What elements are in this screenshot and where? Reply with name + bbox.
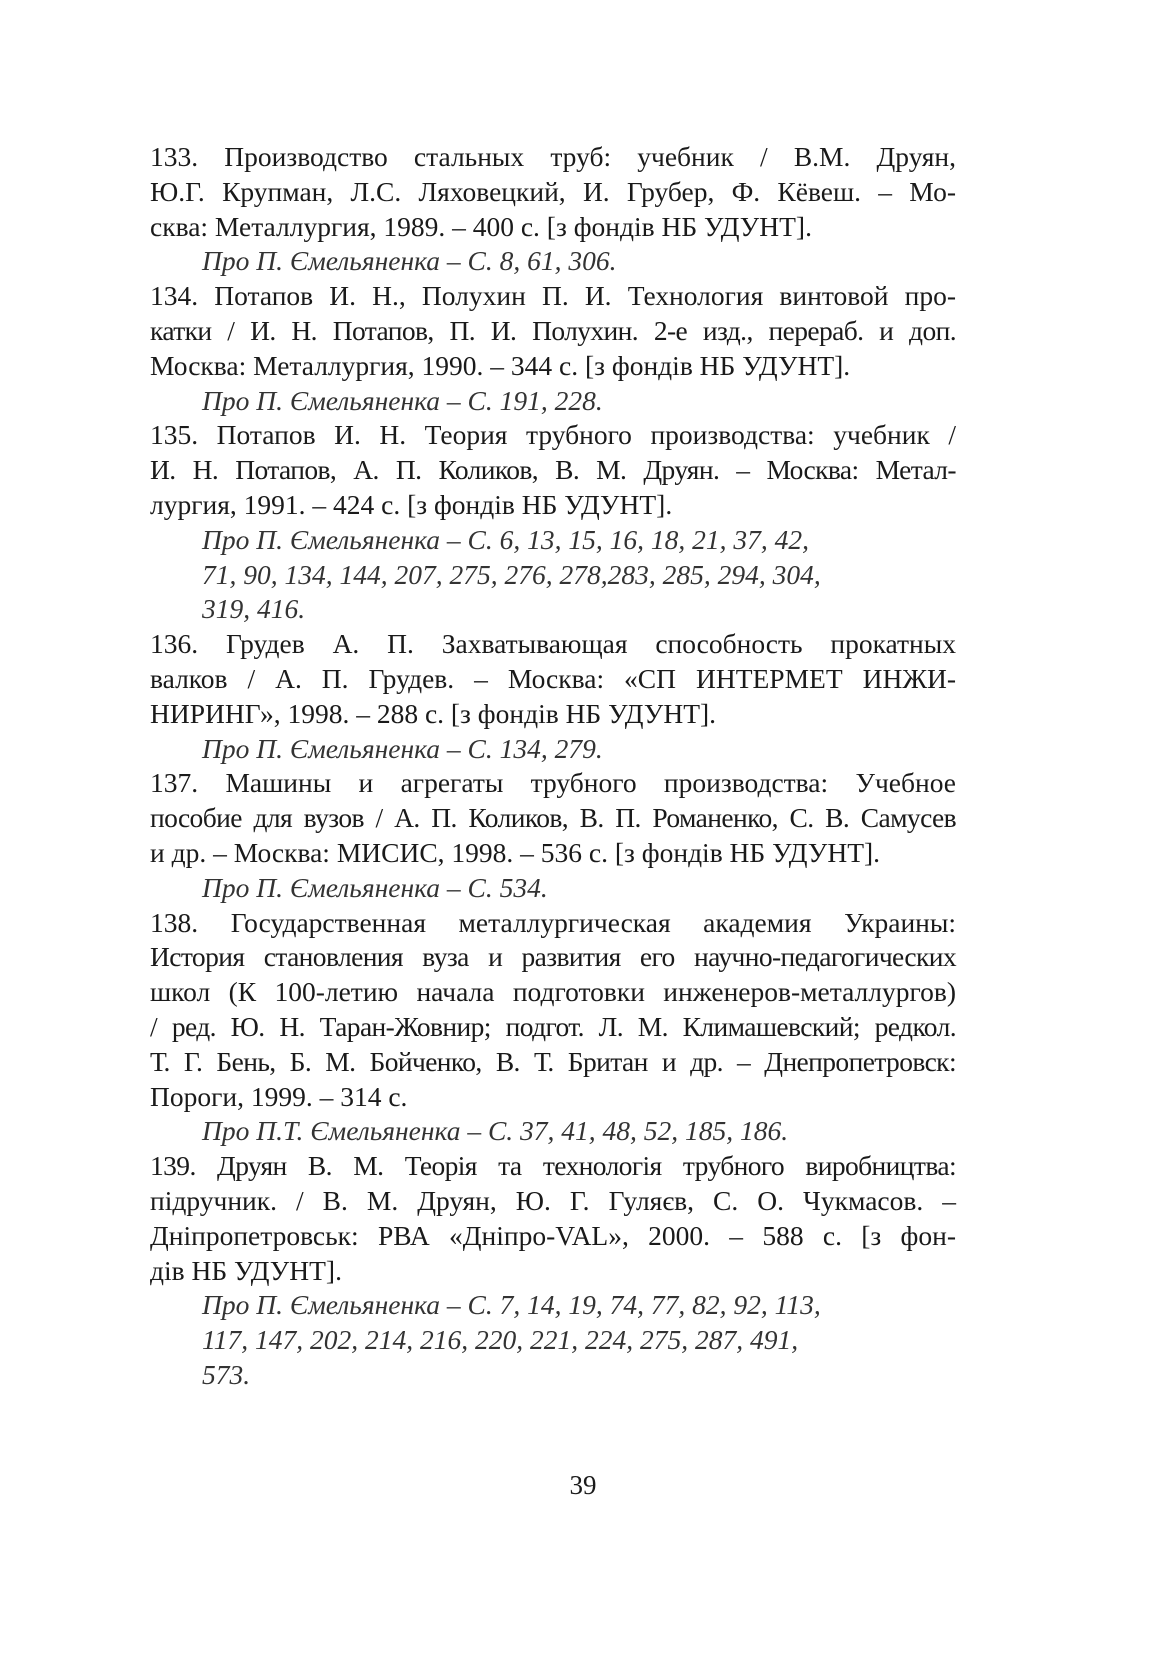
entry-line: / ред. Ю. Н. Таран-Жовнир; подгот. Л. М. Климашевский; редкол. <box>150 1010 956 1042</box>
entry-line: Москва: Металлургия, 1990. – 344 с. [з фондів НБ УДУНТ]. <box>150 349 851 381</box>
entry-line: 139. Друян В. М. Теорія та технологія трубного виробництва: <box>150 1150 956 1182</box>
entry-line: 137. Машины и агрегаты трубного производства: Учебное <box>150 767 956 799</box>
entry-line: школ (К 100-летию начала подготовки инженеров-металлургов) <box>150 976 956 1008</box>
bibliography-list <box>150 140 956 1393</box>
entry-line: И. Н. Потапов, А. П. Коликов, В. М. Друян. – Москва: Метал- <box>150 454 956 486</box>
bibliography-entry <box>150 906 956 1150</box>
entry-line: підручник. / В. М. Друян, Ю. Г. Гуляєв, С. О. Чукмасов. – <box>150 1184 956 1216</box>
entry-page-reference: 573. <box>202 1358 251 1390</box>
bibliography-entry <box>150 766 956 905</box>
entry-line: 134. Потапов И. Н., Полухин П. И. Технология винтовой про- <box>150 280 956 312</box>
entry-page-reference: Про П. Ємельяненка – С. 7, 14, 19, 74, 77, 82, 92, 113, <box>202 1289 821 1321</box>
entry-line: дів НБ УДУНТ]. <box>150 1254 342 1286</box>
entry-page-reference: 117, 147, 202, 214, 216, 220, 221, 224, 275, 287, 491, <box>202 1324 799 1356</box>
entry-line: катки / И. Н. Потапов, П. И. Полухин. 2-е изд., перераб. и доп. <box>150 314 956 346</box>
entry-line: Дніпропетровськ: РВА «Дніпро-VAL», 2000. – 588 с. [з фон- <box>150 1219 956 1251</box>
bibliography-entry <box>150 418 956 627</box>
entry-line: 135. Потапов И. Н. Теория трубного производства: учебник / <box>150 419 956 451</box>
entry-line: 133. Производство стальных труб: учебник / В.М. Друян, <box>150 141 956 172</box>
bibliography-entry <box>150 1149 956 1393</box>
entry-line: и др. – Москва: МИСИС, 1998. – 536 с. [з фондів НБ УДУНТ]. <box>150 836 881 868</box>
entry-page-reference: 71, 90, 134, 144, 207, 275, 276, 278,283, 285, 294, 304, <box>202 558 821 590</box>
bibliography-entry <box>150 279 956 418</box>
entry-line: Т. Г. Бень, Б. М. Бойченко, В. Т. Британ и др. – Днепропетровск: <box>150 1045 956 1077</box>
page-number: 39 <box>569 1470 597 1500</box>
entry-line: НИРИНГ», 1998. – 288 с. [з фондів НБ УДУНТ]. <box>150 697 717 729</box>
entry-line: Ю.Г. Крупман, Л.С. Ляховецкий, И. Грубер, Ф. Кёвеш. – Мо- <box>150 175 956 207</box>
entry-page-reference: Про П. Ємельяненка – С. 8, 61, 306. <box>202 245 617 277</box>
entry-line: сква: Металлургия, 1989. – 400 с. [з фондів НБ УДУНТ]. <box>150 210 812 242</box>
entry-line: лургия, 1991. – 424 с. [з фондів НБ УДУНТ]. <box>150 488 673 520</box>
entry-line: валков / А. П. Грудев. – Москва: «СП ИНТЕРМЕТ ИНЖИ- <box>150 662 956 694</box>
bibliography-entry <box>150 627 956 766</box>
entry-page-reference: 319, 416. <box>202 593 306 625</box>
entry-page-reference: Про П. Ємельяненка – С. 6, 13, 15, 16, 18, 21, 37, 42, <box>202 523 809 555</box>
entry-page-reference: Про П. Ємельяненка – С. 134, 279. <box>202 732 603 764</box>
entry-line: 136. Грудев А. П. Захватывающая способность прокатных <box>150 628 956 660</box>
entry-line: пособие для вузов / А. П. Коликов, В. П. Романенко, С. В. Самусев <box>150 802 956 834</box>
entry-page-reference: Про П.Т. Ємельяненка – С. 37, 41, 48, 52, 185, 186. <box>202 1115 789 1147</box>
entry-line: Пороги, 1999. – 314 с. <box>150 1080 408 1112</box>
bibliography-entry <box>150 140 956 279</box>
entry-line: 138. Государственная металлургическая академия Украины: <box>150 906 956 938</box>
entry-page-reference: Про П. Ємельяненка – С. 191, 228. <box>202 384 603 416</box>
entry-page-reference: Про П. Ємельяненка – С. 534. <box>202 871 548 903</box>
entry-line: История становления вуза и развития его научно-педагогических <box>150 941 956 973</box>
